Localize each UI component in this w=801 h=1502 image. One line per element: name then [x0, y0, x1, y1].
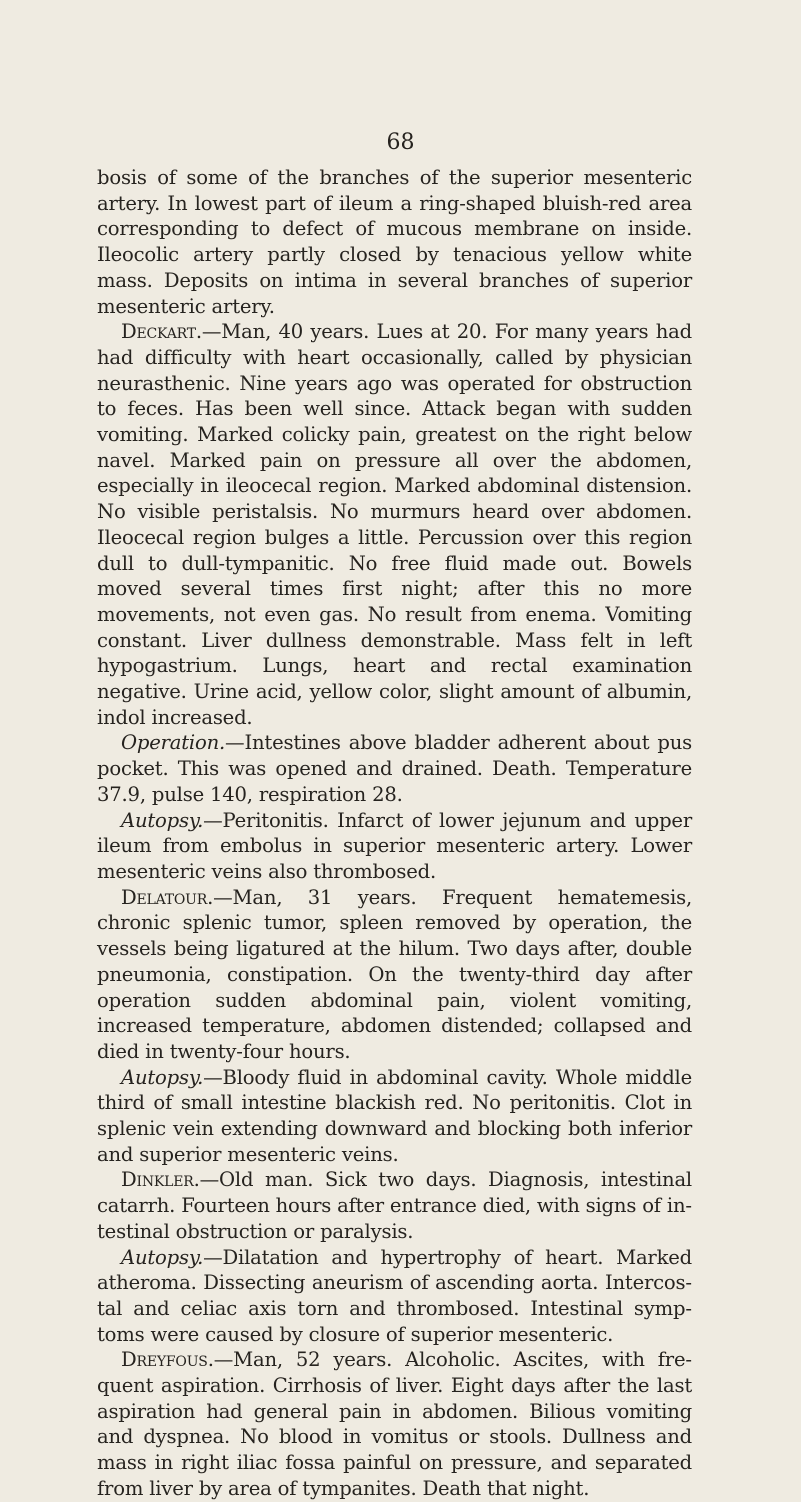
page-number: 68: [386, 130, 415, 155]
paragraph-continuation: [97, 165, 692, 319]
case-name: Dinkler.: [121, 1168, 200, 1192]
case-name: Delatour.: [121, 885, 214, 909]
case-name: Deckart.: [121, 320, 202, 344]
section-heading: Operation.: [121, 731, 226, 755]
paragraph-text: bosis of some of the branches of the superior mesenteric artery. In lowest part of ileum a ring-shaped bluish-red area corresponding to defect of mucous membrane on inside. Ileocolic artery partly closed by tenacious yellow white mass. Deposits on intima in several branches of superior mesenteric artery.: [97, 166, 692, 318]
case-name: Dreyfous.: [121, 1348, 214, 1372]
paragraph-text: —Bloody fluid in abdominal cavity. Whole middle third of small intestine blackish red. No peritonitis. Clot in splenic vein extending downward and blocking both inferior and superior mesenteric veins.: [97, 1065, 692, 1166]
autopsy-paragraph: [97, 808, 692, 885]
page-body: [97, 165, 692, 1502]
section-heading: Autopsy.: [121, 808, 204, 832]
paragraph-text: —Dilatation and hypertrophy of heart. Marked atheroma. Dissecting aneurism of ascending aorta. Intercostal and celiac axis torn and thrombosed. Intestinal symptoms were caused by closure of superior mesenteric.: [97, 1245, 692, 1346]
section-heading: Autopsy.: [121, 1065, 204, 1089]
paragraph-text: —Peritonitis. Infarct of lower jejunum and upper ileum from embolus in superior mesenteric artery. Lower mesenteric veins also thrombosed.: [97, 808, 692, 883]
case-dinkler: [97, 1167, 692, 1244]
paragraph-text: —Man, 31 years. Frequent hematemesis, chronic splenic tumor, spleen removed by operation, the vessels being ligatured at the hilum. Two days after, double pneumonia, constipation. On the twenty-third day after operation sudden abdominal pain, violent vomiting, increased temperature, abdomen distended; collapsed and died in twenty-four hours.: [97, 885, 692, 1063]
autopsy-paragraph: [97, 1245, 692, 1348]
case-deckart: [97, 319, 692, 730]
autopsy-paragraph: [97, 1065, 692, 1168]
paragraph-text: —Intestines above bladder adherent about pus pocket. This was opened and drained. Death. Temperature 37.9, pulse 140, respiration 28.: [97, 731, 692, 806]
paragraph-text: —Old man. Sick two days. Diagnosis, intestinal catarrh. Fourteen hours after entrance died, with signs of intestinal obstruction or paralysis.: [97, 1168, 692, 1243]
operation-paragraph: [97, 730, 692, 807]
paragraph-text: —Man, 52 years. Alcoholic. Ascites, with frequent aspiration. Cirrhosis of liver. Eight days after the last aspiration had general pain in abdomen. Bilious vomiting and dyspnea. No blood in vomitus or stools. Dullness and mass in right iliac fossa painful on pressure, and separated from liver by area of tympanites. Death that night.: [97, 1348, 692, 1500]
section-heading: Autopsy.: [121, 1245, 204, 1269]
case-dreyfous: [97, 1347, 692, 1501]
paragraph-text: —Man, 40 years. Lues at 20. For many years had had difficulty with heart occasionally, called by physician neurasthenic. Nine years ago was operated for obstruction to feces. Has been well since. Attack began with sudden vomiting. Marked colicky pain, greatest on the right below navel. Marked pain on pressure all over the abdomen, especially in ileocecal region. Marked abdominal distension. No visible peristalsis. No murmurs heard over abdomen. Ileocecal region bulges a little. Percussion over this region dull to dull-tympanitic. No free fluid made out. Bowels moved several times first night; after this no more movements, not even gas. No result from enema. Vomiting constant. Liver dullness demonstrable. Mass felt in left hypogastrium. Lungs, heart and rectal examination negative. Urine acid, yellow color, slight amount of albumin, indol increased.: [97, 320, 692, 729]
case-delatour: [97, 885, 692, 1065]
